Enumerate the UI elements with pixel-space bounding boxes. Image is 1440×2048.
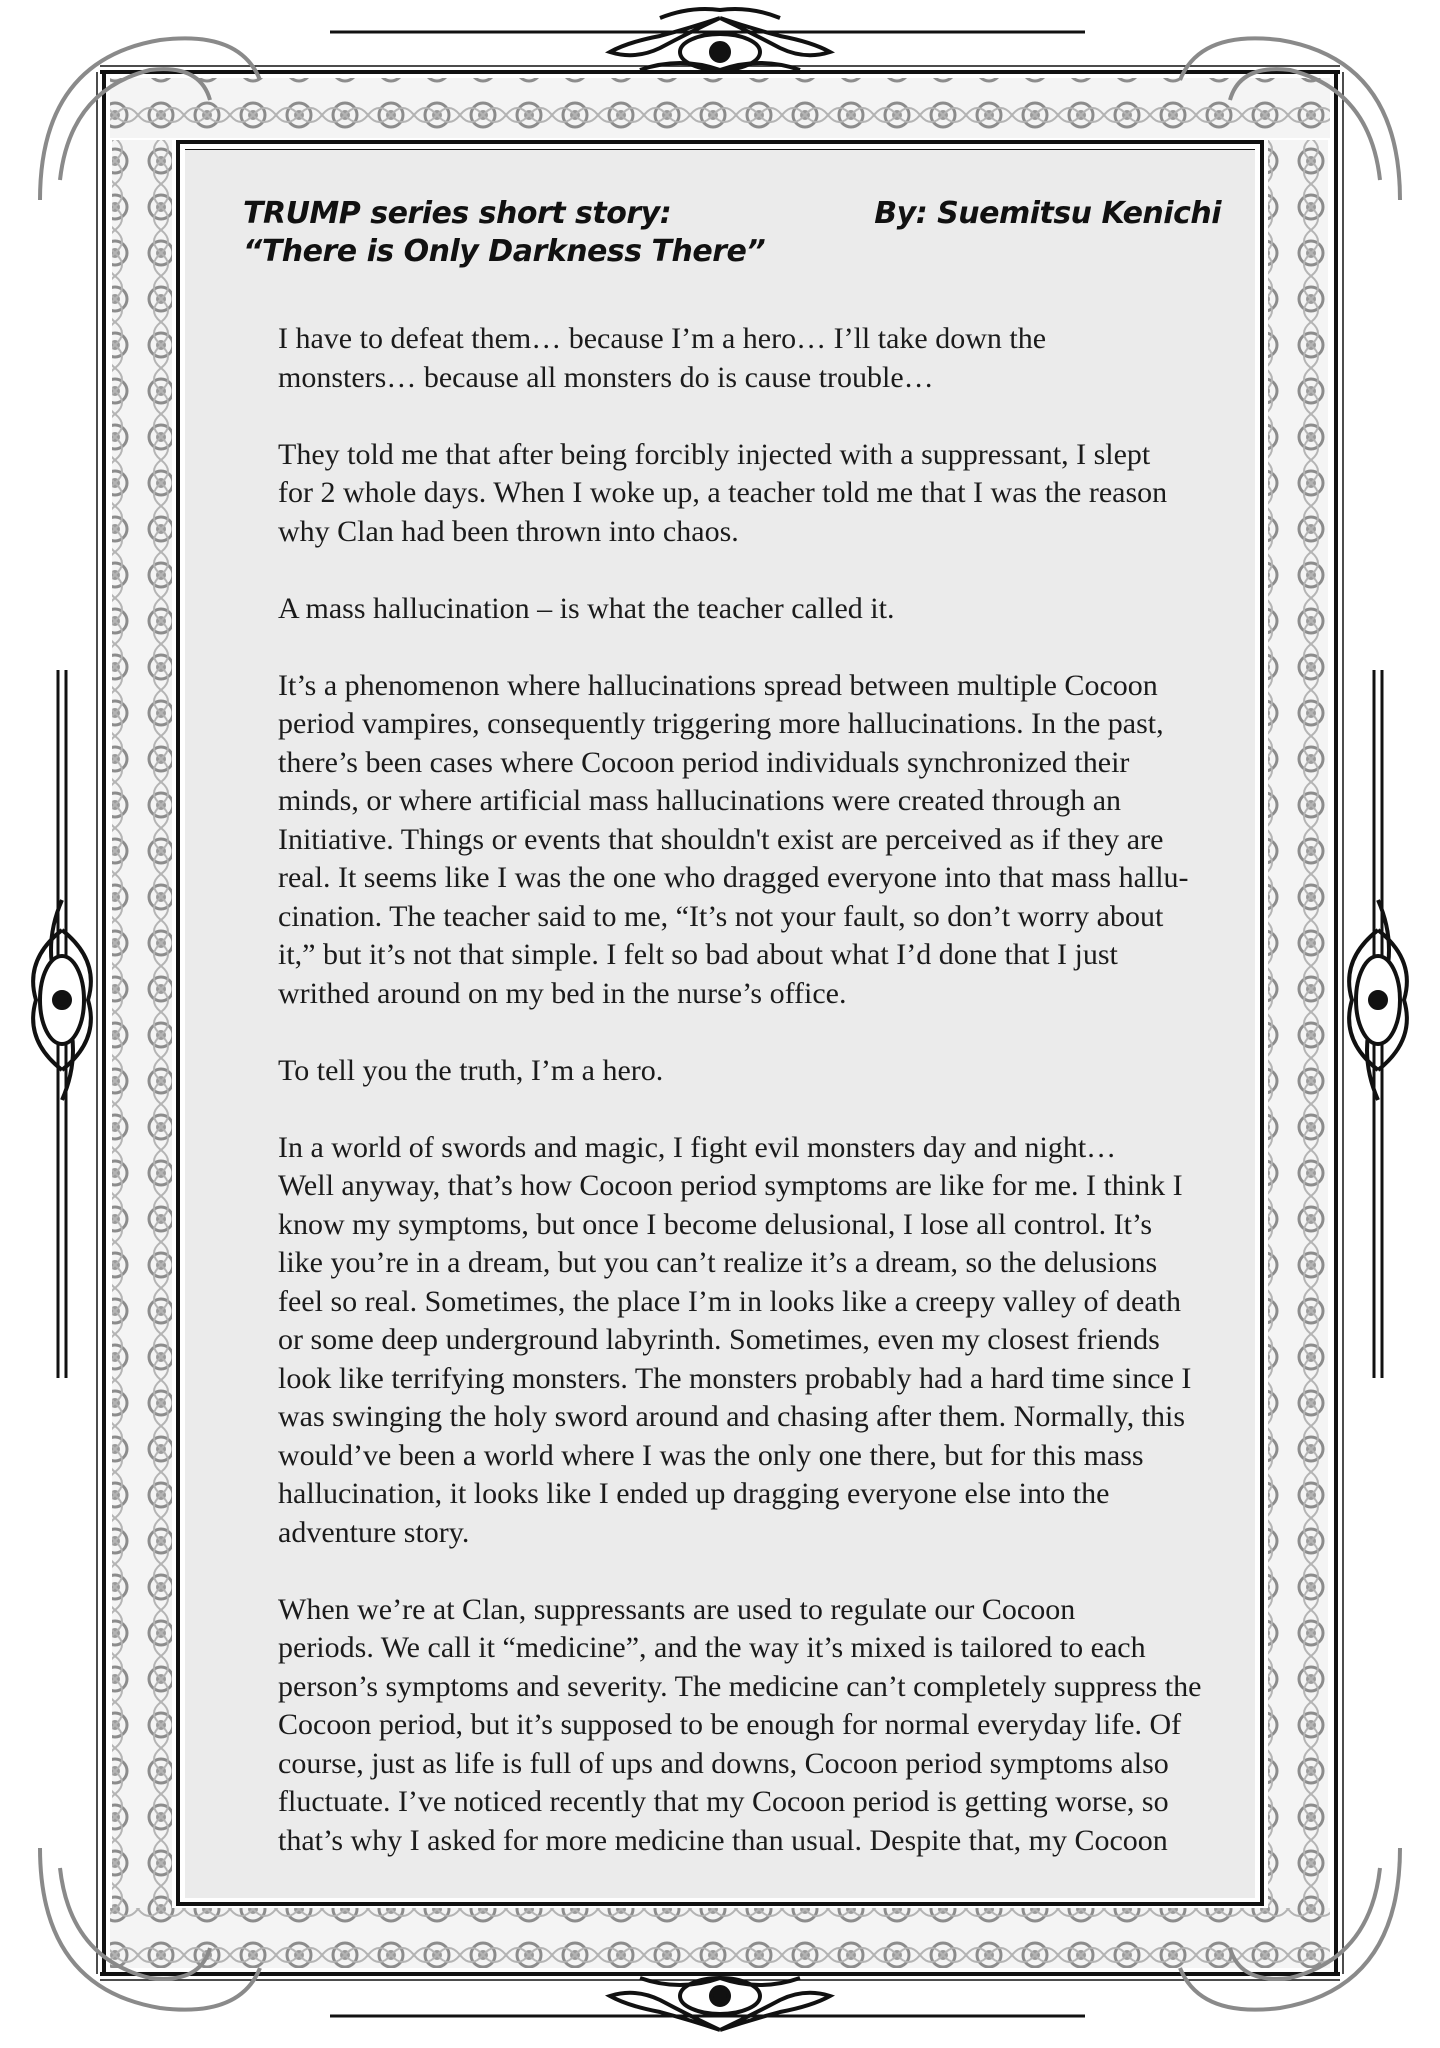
story-title: “There is Only Darkness There” xyxy=(243,234,766,269)
story-line: or some deep underground labyrinth. Sometimes, even my closest friends xyxy=(278,1323,1160,1356)
story-line: fluctuate. I’ve noticed recently that my Cocoon period is getting worse, so xyxy=(278,1785,1169,1818)
story-line: writhed around on my bed in the nurse’s office. xyxy=(278,976,847,1010)
story-line: look like terrifying monsters. The monsters probably had a hard time since I xyxy=(278,1361,1192,1395)
story-paragraph xyxy=(240,590,1232,629)
story-paragraph xyxy=(240,667,1232,1014)
story-paragraph xyxy=(240,436,1232,552)
story-line: I have to defeat them… because I’m a hero… I’ll take down the xyxy=(278,322,1047,355)
story-line: cination. The teacher said to me, “It’s not your fault, so don’t worry about xyxy=(278,899,1164,933)
story-line: know my symptoms, but once I become delusional, I lose all control. It’s xyxy=(278,1207,1153,1241)
story-line: monsters… because all monsters do is cause trouble… xyxy=(278,360,934,394)
story-line: Cocoon period, but it’s supposed to be enough for normal everyday life. Of xyxy=(278,1708,1182,1741)
story-series-title: TRUMP series short story: xyxy=(243,196,672,231)
story-line: adventure story. xyxy=(278,1515,470,1549)
story-line: was swinging the holy sword around and chasing after them. Normally, this xyxy=(278,1400,1186,1433)
story-line: In a world of swords and magic, I fight evil monsters day and night… xyxy=(278,1130,1117,1164)
story-paragraph xyxy=(240,1129,1232,1553)
story-line: real. It seems like I was the one who dragged everyone into that mass hallu- xyxy=(278,861,1189,894)
story-line: periods. We call it “medicine”, and the way it’s mixed is tailored to each xyxy=(278,1631,1146,1664)
story-line: feel so real. Sometimes, the place I’m in looks like a creepy valley of death xyxy=(278,1284,1182,1318)
story-line: course, just as life is full of ups and downs, Cocoon period symptoms also xyxy=(278,1746,1169,1780)
top-flourish-ornament xyxy=(610,9,830,70)
story-line: Initiative. Things or events that shouldn't exist are perceived as if they are xyxy=(278,822,1164,856)
story-line: minds, or where artificial mass hallucinations were created through an xyxy=(278,784,1122,817)
story-author: By: Suemitsu Kenichi xyxy=(874,196,1221,231)
story-line: for 2 whole days. When I woke up, a teacher told me that I was the reason xyxy=(278,476,1168,509)
story-line: period vampires, consequently triggering more hallucinations. In the past, xyxy=(278,707,1164,740)
story-line: It’s a phenomenon where hallucinations spread between multiple Cocoon xyxy=(278,668,1158,702)
story-line: person’s symptoms and severity. The medicine can’t completely suppress the xyxy=(278,1669,1202,1703)
story-line: When we’re at Clan, suppressants are used to regulate our Cocoon xyxy=(278,1592,1076,1626)
story-paragraph xyxy=(240,1052,1232,1091)
story-line: Well anyway, that’s how Cocoon period symptoms are like for me. I think I xyxy=(278,1169,1183,1202)
story-line: would’ve been a world where I was the only one there, but for this mass xyxy=(278,1438,1144,1472)
story-line: that’s why I asked for more medicine than usual. Despite that, my Cocoon xyxy=(278,1823,1168,1857)
left-flourish-ornament xyxy=(33,900,91,1100)
story-line: A mass hallucination – is what the teacher called it. xyxy=(278,591,895,625)
story-paragraph xyxy=(240,320,1232,397)
story-header xyxy=(243,196,1225,286)
story-line: it,” but it’s not that simple. I felt so bad about what I’d done that I just xyxy=(278,938,1118,971)
story-line: why Clan had been thrown into chaos. xyxy=(278,514,739,548)
right-flourish-ornament xyxy=(1349,900,1407,1100)
story-line: there’s been cases where Cocoon period individuals synchronized their xyxy=(278,745,1130,779)
story-line: hallucination, it looks like I ended up dragging everyone else into the xyxy=(278,1477,1110,1510)
bottom-flourish-ornament xyxy=(610,1978,830,2030)
story-line: They told me that after being forcibly injected with a suppressant, I slept xyxy=(278,437,1151,471)
story-body xyxy=(240,320,1232,1899)
story-paragraph xyxy=(240,1591,1232,1861)
story-line: To tell you the truth, I’m a hero. xyxy=(278,1053,664,1087)
story-line: like you’re in a dream, but you can’t realize it’s a dream, so the delusions xyxy=(278,1246,1158,1279)
